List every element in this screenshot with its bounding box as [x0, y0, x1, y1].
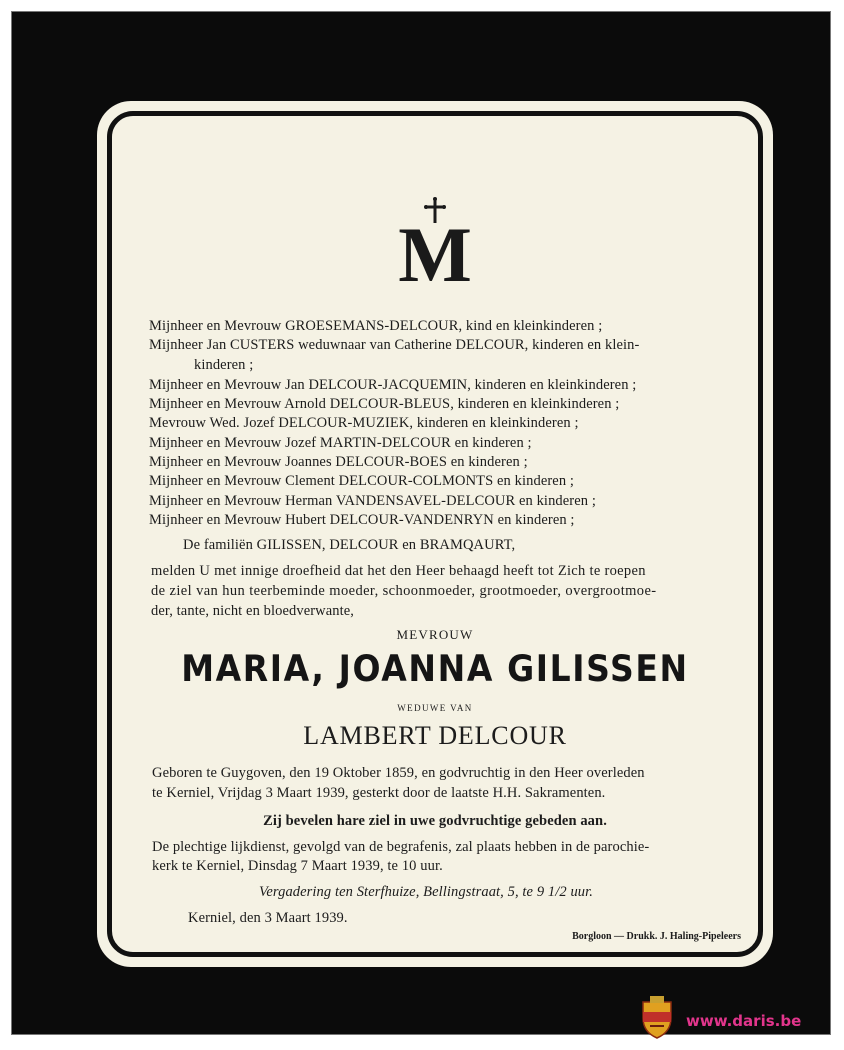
funeral-line: kerk te Kerniel, Dinsdag 7 Maart 1939, te 10 uur. [152, 858, 443, 874]
family-line: Mijnheer en Mevrouw Jozef MARTIN-DELCOUR en kinderen ; [149, 435, 532, 451]
coat-of-arms-icon [640, 996, 674, 1040]
gathering-note: Vergadering ten Sterfhuize, Bellingstraat, 5, te 9 1/2 uur. [259, 884, 594, 900]
family-line: Mijnheer Jan CUSTERS weduwnaar van Catherine DELCOUR, kinderen en klein- [149, 337, 640, 353]
family-line: Mijnheer en Mevrouw GROESEMANS-DELCOUR, kind en kleinkinderen ; [149, 318, 603, 334]
announcement-line: de ziel van hun teerbeminde moeder, schoonmoeder, grootmoeder, overgrootmoe- [151, 583, 657, 599]
family-line: kinderen ; [194, 357, 254, 373]
announcement-line: der, tante, nicht en bloedverwante, [151, 603, 355, 619]
husband-name: LAMBERT DELCOUR [303, 721, 567, 750]
family-line: Mijnheer en Mevrouw Herman VANDENSAVEL-DELCOUR en kinderen ; [149, 493, 596, 509]
birth-death-line: te Kerniel, Vrijdag 3 Maart 1939, gesterkt door de laatste H.H. Sakramenten. [152, 785, 606, 801]
funeral-line: De plechtige lijkdienst, gevolgd van de begrafenis, zal plaats hebben in de parochie- [152, 839, 650, 855]
printer-credit: Borgloon — Drukk. J. Haling-Pipeleers [572, 931, 741, 942]
family-line: Mijnheer en Mevrouw Hubert DELCOUR-VANDENRYN en kinderen ; [149, 512, 575, 528]
birth-death-line: Geboren te Guygoven, den 19 Oktober 1859, en godvruchtig in den Heer overleden [152, 765, 645, 781]
family-line: Mijnheer en Mevrouw Joannes DELCOUR-BOES en kinderen ; [149, 454, 528, 470]
monogram-letter: M [398, 211, 472, 287]
announcement-line: melden U met innige droefheid dat het den Heer behaagd heeft tot Zich te roepen [151, 563, 646, 579]
memorial-card [97, 101, 773, 967]
marian-monogram [97, 197, 773, 287]
black-background-frame [11, 11, 831, 1035]
family-line: Mevrouw Wed. Jozef DELCOUR-MUZIEK, kinderen en kleinkinderen ; [149, 415, 579, 431]
families-line: De familiën GILISSEN, DELCOUR en BRAMQAURT, [183, 537, 516, 553]
card-content [97, 101, 773, 967]
widow-of-label: WEDUWE VAN [397, 703, 473, 713]
deceased-name: MARIA, JOANNA GILISSEN [181, 647, 689, 690]
watermark-text[interactable]: www.daris.be [686, 1012, 802, 1030]
place-date: Kerniel, den 3 Maart 1939. [188, 910, 348, 926]
family-line: Mijnheer en Mevrouw Jan DELCOUR-JACQUEMIN, kinderen en kleinkinderen ; [149, 377, 637, 393]
family-line: Mijnheer en Mevrouw Arnold DELCOUR-BLEUS, kinderen en kleinkinderen ; [149, 396, 620, 412]
prayer-request: Zij bevelen hare ziel in uwe godvruchtige gebeden aan. [263, 813, 607, 829]
watermark[interactable] [640, 1000, 840, 1040]
family-line: Mijnheer en Mevrouw Clement DELCOUR-COLMONTS en kinderen ; [149, 473, 575, 489]
cross-icon [395, 197, 475, 287]
title-mevrouw: MEVROUW [396, 627, 474, 642]
